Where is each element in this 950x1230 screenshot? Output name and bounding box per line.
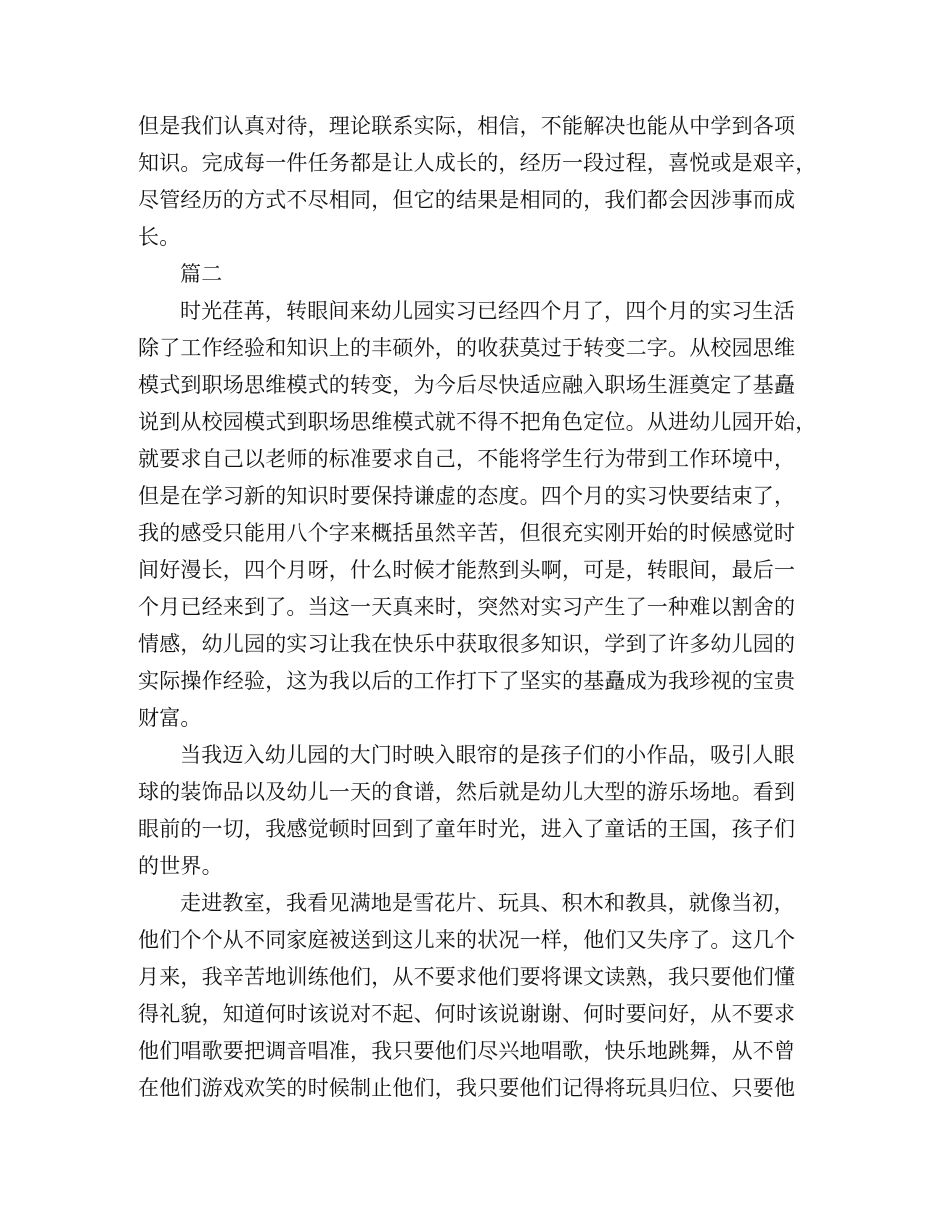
text-line: 个月已经来到了。当这一天真来时，突然对实习产生了一种难以割舍的 [138,595,796,619]
text-line: 走进教室，我看见满地是雪花片、玩具、积木和教具，就像当初， [180,891,795,915]
text-line: 月来，我辛苦地训练他们，从不要求他们要将课文读熟，我只要他们懂 [138,965,796,989]
text-line: 财富。 [138,706,202,730]
text-line: 但是在学习新的知识时要保持谦虚的态度。四个月的实习快要结束了， [138,484,796,508]
document-body [138,108,818,1107]
text-line: 尽管经历的方式不尽相同，但它的结果是相同的，我们都会因涉事而成 [138,188,796,212]
text-line: 他们唱歌要把调音唱准，我只要他们尽兴地唱歌，快乐地跳舞，从不曾 [138,1039,796,1063]
text-line: 就要求自己以老师的标准要求自己，不能将学生行为带到工作环境中， [138,447,796,471]
text-line: 的世界。 [138,854,223,878]
text-line: 他们个个从不同家庭被送到这儿来的状况一样，他们又失序了。这几个 [138,928,796,952]
text-line: 情感，幼儿园的实习让我在快乐中获取很多知识，学到了许多幼儿园的 [138,632,796,656]
text-line: 说到从校园模式到职场思维模式就不得不把角色定位。从进幼儿园开始， [138,410,817,434]
text-line: 时光荏苒，转眼间来幼儿园实习已经四个月了，四个月的实习生活 [180,299,795,323]
text-line: 模式到职场思维模式的转变，为今后尽快适应融入职场生涯奠定了基矗 [138,373,796,397]
text-line: 除了工作经验和知识上的丰硕外，的收获莫过于转变二字。从校园思维 [138,336,796,360]
text-line: 间好漫长，四个月呀，什么时候才能熬到头啊，可是，转眼间，最后一 [138,558,796,582]
text-line: 知识。完成每一件任务都是让人成长的，经历一段过程，喜悦或是艰辛， [138,151,817,175]
text-line: 眼前的一切，我感觉顿时回到了童年时光，进入了童话的王国，孩子们 [138,817,796,841]
text-line: 实际操作经验，这为我以后的工作打下了坚实的基矗成为我珍视的宝贵 [138,669,796,693]
text-line: 长。 [138,225,181,249]
text-line: 当我迈入幼儿园的大门时映入眼帘的是孩子们的小作品，吸引人眼 [180,743,795,767]
text-line: 得礼貌，知道何时该说对不起、何时该说谢谢、何时要问好，从不要求 [138,1002,796,1026]
text-line: 我的感受只能用八个字来概括虽然辛苦，但很充实刚开始的时候感觉时 [138,521,796,545]
text-line: 但是我们认真对待，理论联系实际，相信，不能解决也能从中学到各项 [138,114,796,138]
text-line: 球的装饰品以及幼儿一天的食谱，然后就是幼儿大型的游乐场地。看到 [138,780,796,804]
text-line: 篇二 [180,262,223,286]
text-line: 在他们游戏欢笑的时候制止他们，我只要他们记得将玩具归位、只要他 [138,1076,796,1100]
